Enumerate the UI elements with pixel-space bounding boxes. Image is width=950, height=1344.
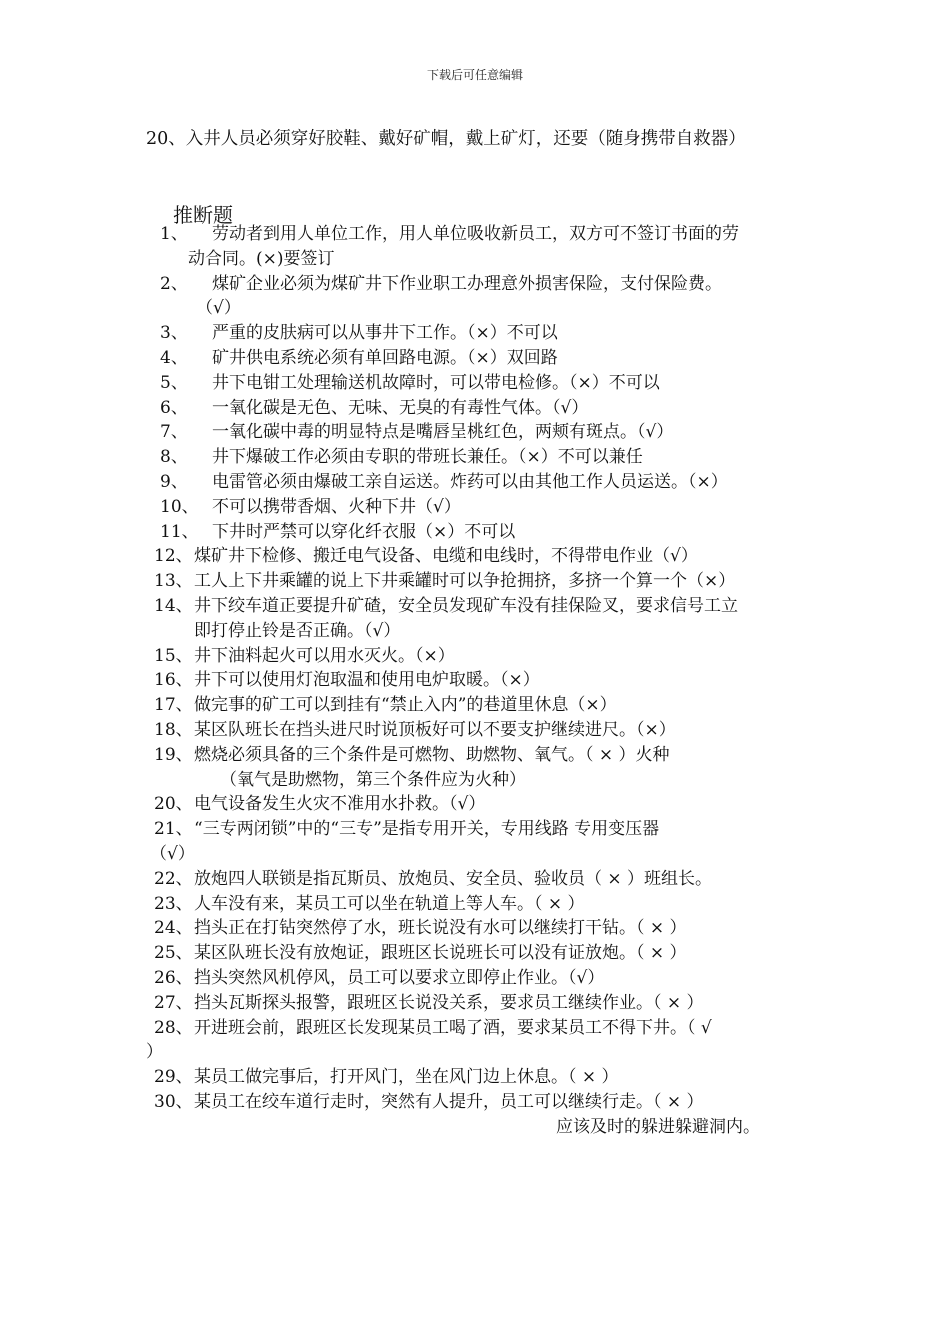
list-item [0, 346, 950, 371]
item-number: 26、 [154, 967, 193, 988]
item-text: 井下绞车道正要提升矿碴，安全员发现矿车没有挂保险叉，要求信号工立 [194, 595, 738, 616]
item-text: 井下油料起火可以用水灭火。（×） [194, 645, 455, 666]
item-text: 井下爆破工作必须由专职的带班长兼任。（×）不可以兼任 [212, 447, 643, 468]
item-number: 3、 [160, 323, 188, 344]
list-item [0, 668, 950, 693]
item-text: 严重的皮肤病可以从事井下工作。（×）不可以 [212, 323, 558, 344]
item-text: 劳动者到用人单位工作，用人单位吸收新员工，双方可不签订书面的劳 [212, 224, 739, 244]
list-item [0, 693, 950, 718]
list-item [0, 743, 950, 793]
item-number: 19、 [154, 744, 193, 765]
item-text: 工人上下井乘罐的说上下井乘罐时可以争抢拥挤，多挤一个算一个（×） [194, 571, 736, 592]
list-item [0, 867, 950, 892]
item-number: 20、 [154, 794, 193, 815]
item-text: 一氧化碳是无色、无味、无臭的有毒性气体。（√） [212, 397, 589, 418]
list-item [0, 396, 950, 421]
item-continuation: （√） [150, 843, 195, 864]
list-item [0, 892, 950, 917]
item-text: 人车没有来，某员工可以坐在轨道上等人车。（ × ） [194, 893, 585, 914]
item-number: 16、 [154, 670, 193, 691]
item-number: 13、 [154, 571, 193, 592]
item-continuation: 即打停止铃是否正确。（√） [194, 620, 401, 641]
item-number: 24、 [154, 918, 193, 939]
item-number: 29、 [154, 1067, 193, 1088]
item-number: 1、 [160, 224, 188, 244]
item-number: 14、 [154, 595, 193, 616]
item-continuation: 应该及时的躲进躲避洞内。 [556, 1116, 760, 1137]
item-number: 8、 [160, 447, 188, 468]
item-number: 22、 [154, 868, 193, 889]
item-text: 某员工在绞车道行走时，突然有人提升，员工可以继续行走。（ × ） [194, 1091, 704, 1112]
list-item [0, 792, 950, 817]
list-item [0, 916, 950, 941]
question-20: 20、入井人员必须穿好胶鞋、戴好矿帽，戴上矿灯，还要（随身携带自救器） [146, 129, 746, 149]
item-number: 6、 [160, 397, 188, 418]
item-text: 电雷管必须由爆破工亲自运送。炸药可以由其他工作人员运送。（×） [212, 471, 728, 492]
page-header: 下载后可任意编辑 [426, 68, 523, 82]
item-text: “三专两闭锁”中的“三专”是指专用开关，专用线路 专用变压器 [194, 819, 660, 840]
item-number: 12、 [154, 546, 193, 567]
list-item [0, 420, 950, 445]
item-number: 11、 [160, 521, 199, 542]
item-number: 15、 [154, 645, 193, 666]
item-number: 10、 [160, 496, 199, 517]
item-number: 30、 [154, 1091, 193, 1112]
list-item [0, 991, 950, 1016]
item-number: 7、 [160, 422, 188, 443]
list-item [0, 495, 950, 520]
item-continuation: 动合同。(×)要签订 [188, 248, 335, 269]
item-text: 开进班会前，跟班区长发现某员工喝了酒，要求某员工不得下井。（ √ [194, 1017, 712, 1038]
item-continuation: ） [146, 1042, 163, 1063]
list-item [0, 520, 950, 545]
item-text: 不可以携带香烟、火种下井（√） [212, 496, 461, 517]
item-text: 放炮四人联锁是指瓦斯员、放炮员、安全员、验收员（ × ）班组长。 [194, 868, 713, 889]
section-title: 推断题 [173, 203, 233, 227]
item-number: 27、 [154, 992, 193, 1013]
item-text: 下井时严禁可以穿化纤衣服（×）不可以 [212, 521, 516, 542]
list-item [0, 569, 950, 594]
item-text: 煤矿企业必须为煤矿井下作业职工办理意外损害保险，支付保险费。 [212, 273, 722, 294]
item-text: 煤矿井下检修、搬迁电气设备、电缆和电线时，不得带电作业（√） [194, 546, 698, 567]
item-text: 挡头瓦斯探头报警，跟班区长说没关系，要求员工继续作业。（ × ） [194, 992, 704, 1013]
judgment-list [0, 222, 950, 1139]
item-text: 电气设备发生火灾不准用水扑救。（√） [194, 794, 486, 815]
item-number: 18、 [154, 719, 193, 740]
list-item [0, 321, 950, 346]
list-item [0, 544, 950, 569]
item-text: 燃烧必须具备的三个条件是可燃物、助燃物、氧气。（ × ）火种 [194, 744, 670, 765]
item-text: 挡头突然风机停风，员工可以要求立即停止作业。（√） [194, 967, 605, 988]
item-number: 2、 [160, 273, 188, 294]
list-item [0, 817, 950, 867]
item-text: 某员工做完事后，打开风门，坐在风门边上休息。（ × ） [194, 1067, 619, 1088]
item-number: 23、 [154, 893, 193, 914]
item-text: 某区队班长在挡头进尺时说顶板好可以不要支护继续进尺。（×） [194, 719, 676, 740]
item-number: 17、 [154, 695, 193, 716]
list-item [0, 445, 950, 470]
list-item [0, 272, 950, 322]
item-number: 28、 [154, 1017, 193, 1038]
item-text: 井下电钳工处理输送机故障时，可以带电检修。（×）不可以 [212, 372, 660, 393]
list-item [0, 1065, 950, 1090]
list-item [0, 644, 950, 669]
item-number: 5、 [160, 372, 188, 393]
list-item [0, 718, 950, 743]
item-continuation: （√） [196, 298, 241, 319]
list-item [0, 1016, 950, 1066]
item-text: 做完事的矿工可以到挂有“禁止入内”的巷道里休息（×） [194, 695, 617, 716]
item-text: 一氧化碳中毒的明显特点是嘴唇呈桃红色，两颊有斑点。（√） [212, 422, 674, 443]
item-number: 25、 [154, 943, 193, 964]
list-item [0, 966, 950, 991]
item-number: 21、 [154, 819, 193, 840]
item-text: 某区队班长没有放炮证，跟班区长说班长可以没有证放炮。（ × ） [194, 943, 687, 964]
item-continuation: （氧气是助燃物，第三个条件应为火种） [220, 769, 526, 790]
item-text: 挡头正在打钻突然停了水，班长说没有水可以继续打干钻。（ × ） [194, 918, 687, 939]
item-number: 9、 [160, 471, 188, 492]
list-item [0, 222, 950, 272]
item-number: 4、 [160, 347, 188, 368]
list-item [0, 371, 950, 396]
list-item [0, 1090, 950, 1140]
list-item [0, 470, 950, 495]
list-item [0, 594, 950, 644]
list-item [0, 941, 950, 966]
item-text: 矿井供电系统必须有单回路电源。（×）双回路 [212, 347, 558, 368]
item-text: 井下可以使用灯泡取温和使用电炉取暖。（×） [194, 670, 540, 691]
